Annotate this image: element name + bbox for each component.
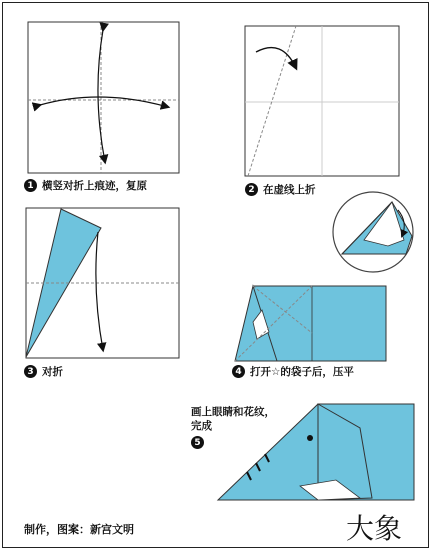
step3-text: 对折	[42, 366, 63, 378]
elephant-eye	[307, 435, 313, 441]
step2-number: 2	[245, 183, 258, 196]
credit-text: 制作，图案：新宫文明	[24, 523, 134, 536]
step3-label	[24, 364, 63, 379]
step1-text: 横竖对折上痕迹，复原	[42, 180, 147, 192]
step4-number: 4	[232, 365, 245, 378]
step5-note-line2: 完成	[191, 420, 212, 432]
step1-diagram	[28, 22, 179, 173]
step2-text: 在虚线上折	[263, 184, 316, 196]
step3-number: 3	[24, 365, 37, 378]
step4-label	[232, 364, 354, 379]
step1-number: 1	[24, 179, 37, 192]
step5-note	[191, 405, 275, 449]
page-title: 大象	[346, 512, 403, 545]
step4-text: 打开☆的袋子后，压平	[250, 366, 354, 378]
step5-number: 5	[191, 436, 204, 449]
step5-note-line1: 画上眼睛和花纹，	[191, 406, 275, 418]
step2-diagram	[245, 26, 399, 176]
step4-diagram	[235, 286, 386, 361]
step3-diagram	[26, 208, 179, 358]
step1-label	[24, 178, 147, 193]
detail-circle	[333, 192, 413, 272]
step2-label	[245, 182, 316, 197]
